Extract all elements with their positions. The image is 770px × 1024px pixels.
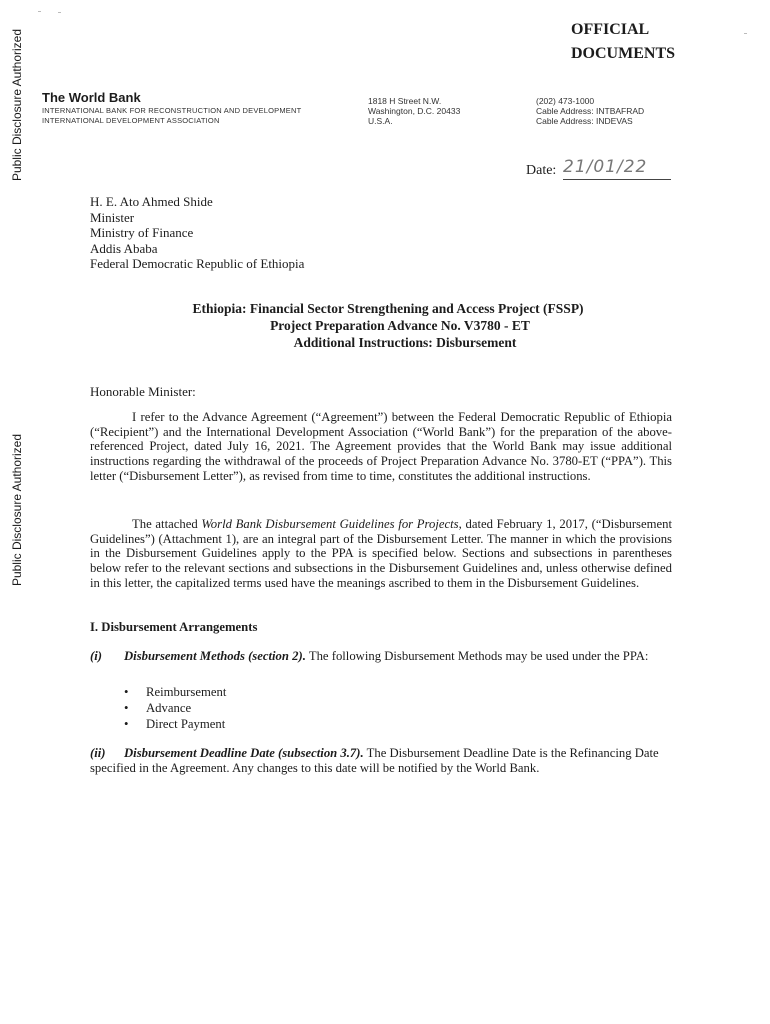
item-heading: Disbursement Deadline Date (subsection 3.7). — [124, 746, 364, 760]
paragraph-1 — [90, 410, 672, 484]
paragraph-2-post: , dated February 1, 2017, (“Disbursement Guidelines”) (Attachment 1), are an integral part of the Disbursement Letter. The manner in which the provisions in the Disbursement Guidelines apply to the PPA is specified below. Sections and subsections in parentheses below refer to the relevant sections and subsections in the Disbursement Guidelines and, unless otherwise defined in this letter, the capitalized terms used have the meanings ascribed to them in the Disbursement Guidelines. — [90, 517, 672, 590]
disbursement-methods-item — [90, 649, 690, 664]
list-item: • Advance — [124, 700, 226, 716]
recipient-line: Minister — [90, 209, 135, 225]
address-line: 1818 H Street N.W. — [368, 96, 442, 106]
title-line-1: Ethiopia: Financial Sector Strengthening and Access Project (FSSP) — [192, 301, 584, 316]
official-documents-mark — [571, 18, 675, 66]
cable-address: Cable Address: INTBAFRAD — [536, 106, 645, 116]
title-line-3: Additional Instructions: Disbursement — [293, 335, 517, 350]
guidelines-title: World Bank Disbursement Guidelines for Projects — [201, 517, 459, 531]
letter-title — [0, 300, 770, 351]
disbursement-deadline-item — [90, 746, 672, 776]
paragraph-2-pre: The attached — [132, 517, 202, 531]
phone-number: (202) 473-1000 — [536, 96, 595, 106]
world-bank-name: The World Bank — [42, 90, 141, 105]
item-heading: Disbursement Methods (section 2). — [124, 649, 306, 663]
documents-line: DOCUMENTS — [571, 45, 676, 62]
recipient-line: Addis Ababa — [90, 240, 158, 256]
recipient-line: Ministry of Finance — [90, 225, 194, 240]
disbursement-methods-list — [124, 684, 226, 732]
disclosure-stamp-top: Public Disclosure Authorized — [10, 28, 24, 182]
ida-line: INTERNATIONAL DEVELOPMENT ASSOCIATION — [42, 116, 220, 125]
item-number: (ii) — [90, 746, 106, 760]
list-item: • Reimbursement — [124, 684, 226, 700]
recipient-line: Federal Democratic Republic of Ethiopia — [90, 256, 305, 271]
item-text: The Disbursement Deadline Date is the Refinancing Date specified in the Agreement. Any changes to this date will be notified by the World Bank. — [90, 746, 659, 775]
contact-info — [536, 96, 644, 126]
scan-speck — [744, 33, 747, 34]
list-item: • Direct Payment — [124, 716, 226, 732]
recipient-address — [90, 194, 304, 272]
date-label: Date: — [526, 163, 557, 178]
cable-address: Cable Address: INDEVAS — [536, 116, 633, 126]
ibrd-line: INTERNATIONAL BANK FOR RECONSTRUCTION AND DEVELOPMENT — [42, 106, 302, 115]
salutation: Honorable Minister: — [90, 384, 196, 399]
official-line: OFFICIAL — [571, 21, 650, 38]
handwritten-date: 21/01/22 — [563, 157, 671, 180]
world-bank-subtitle — [42, 106, 301, 126]
scan-speck — [58, 12, 61, 13]
title-line-2: Project Preparation Advance No. V3780 - ET — [270, 318, 530, 333]
recipient-line: H. E. Ato Ahmed Shide — [90, 194, 213, 209]
section-heading: I. Disbursement Arrangements — [90, 620, 258, 634]
address-line: U.S.A. — [368, 116, 393, 126]
disclosure-stamp-bottom: Public Disclosure Authorized — [10, 433, 24, 587]
address-line: Washington, D.C. 20433 — [368, 106, 461, 116]
paragraph-2 — [90, 517, 672, 591]
item-number: (i) — [90, 649, 102, 663]
scan-speck — [38, 11, 41, 12]
paragraph-1-text: I refer to the Advance Agreement (“Agreement”) between the Federal Democratic Republic of Ethiopia (“Recipient”) and the International Development Association (“World Bank”) for the preparation of the above-referenced Project, dated July 16, 2021. The Agreement provides that the World Bank may issue additional instructions regarding the withdrawal of the proceeds of Project Preparation Advance No. 3780-ET (“PPA”). This letter (“Disbursement Letter”), as revised from time to time, constitutes the additional instructions. — [90, 410, 672, 483]
street-address — [368, 96, 460, 126]
item-text: The following Disbursement Methods may be used under the PPA: — [305, 649, 649, 663]
